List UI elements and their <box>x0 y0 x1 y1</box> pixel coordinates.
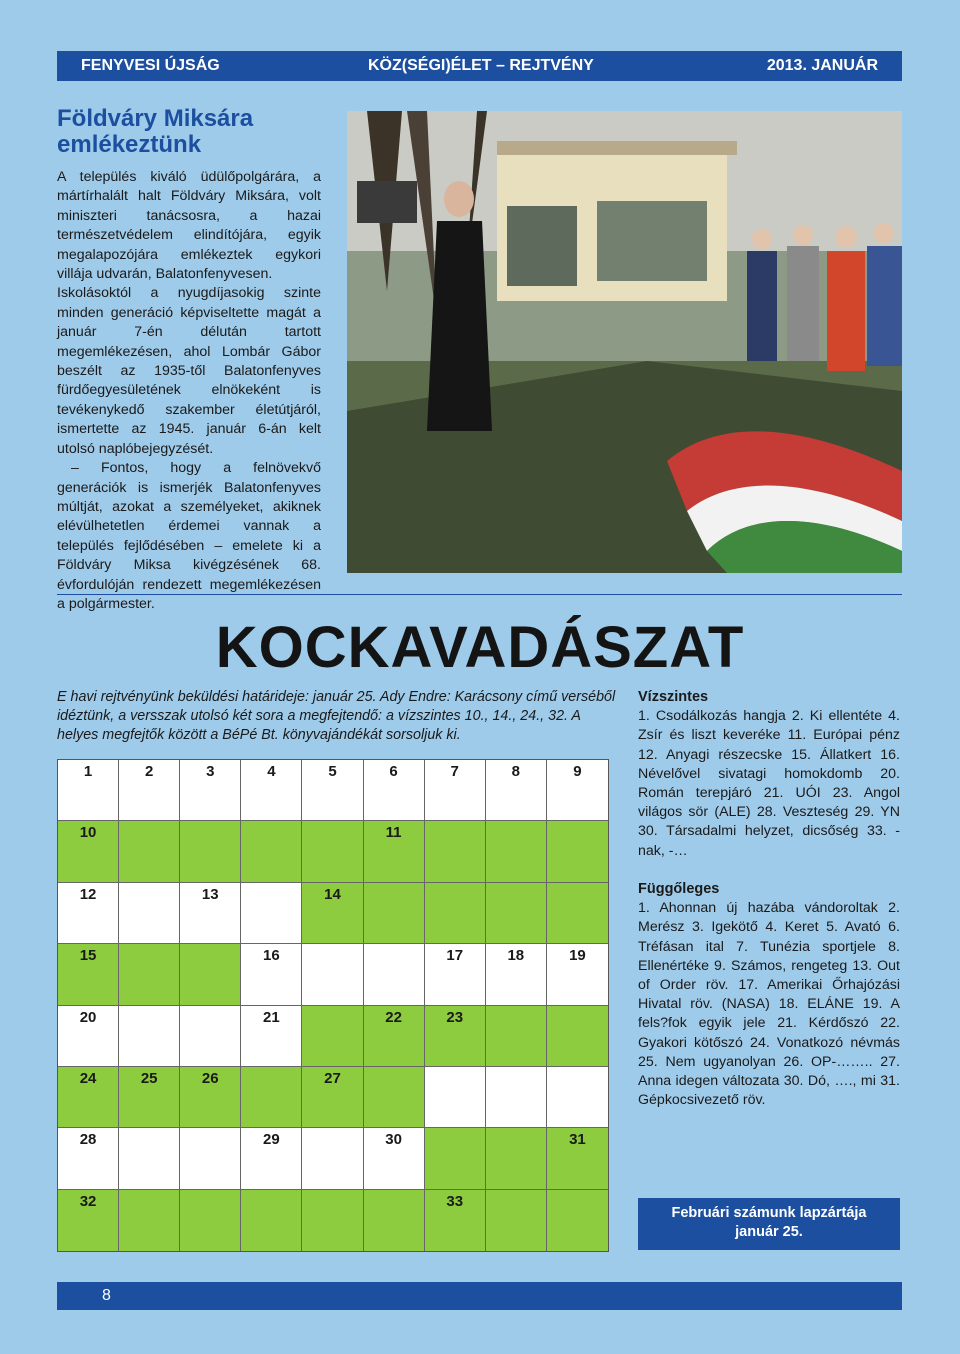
grid-cell <box>364 944 425 1005</box>
grid-cell <box>486 1128 547 1189</box>
grid-cell <box>547 1006 608 1067</box>
cell-number: 22 <box>385 1008 402 1026</box>
grid-cell <box>58 821 119 882</box>
grid-cell <box>364 1128 425 1189</box>
grid-cell <box>58 1190 119 1251</box>
grid-cell <box>486 944 547 1005</box>
grid-cell <box>547 760 608 821</box>
vertical-clues <box>638 880 900 1110</box>
grid-cell <box>241 1128 302 1189</box>
grid-cell <box>119 1128 180 1189</box>
grid-cell <box>425 1128 486 1189</box>
horizontal-clues <box>638 688 900 861</box>
grid-cell <box>58 944 119 1005</box>
vertical-clue-text: 1. Ahonnan új hazába vándoroltak 2. Merész 3. Igekötő 4. Keret 5. Avató 6. Tréfásan ital 7. Tunézia sportjele 8. Ellenértéke 9. Számos, rengeteg 13. Out of Order röv. 17. Amerikai Őrhajózási Hivatal röv. (NASA) 18. ELÁNE 19. A fels?fok egyik jele 21. Kérdőszó 22. Gyakori kötőszó 24. Vonatkozó névmás 25. Nem ugyanolyan 26. OP-…….. 27. Anna idegen változata 30. Dó, …., mi 31. Gépkocsivezető röv. <box>638 900 900 1109</box>
grid-cell <box>302 1128 363 1189</box>
grid-cell <box>302 1006 363 1067</box>
grid-cell <box>119 1067 180 1128</box>
cell-number: 7 <box>450 763 459 780</box>
cell-number: 18 <box>507 947 525 965</box>
cell-number: 28 <box>79 1131 97 1149</box>
grid-cell <box>119 883 180 944</box>
grid-cell <box>58 1128 119 1189</box>
grid-cell <box>486 883 547 944</box>
grid-cell <box>547 1190 608 1251</box>
grid-cell <box>241 821 302 882</box>
grid-cell <box>119 1190 180 1251</box>
cell-number: 33 <box>446 1192 464 1210</box>
cell-number: 31 <box>569 1131 586 1149</box>
grid-cell <box>119 1006 180 1067</box>
cell-number: 16 <box>263 947 280 965</box>
grid-cell <box>486 1067 547 1128</box>
cell-number: 10 <box>79 824 97 842</box>
header-bar <box>57 51 902 81</box>
commemoration-photo <box>347 111 902 573</box>
grid-cell <box>180 1190 241 1251</box>
grid-cell <box>241 883 302 944</box>
grid-cell <box>58 1006 119 1067</box>
cell-number: 29 <box>263 1131 280 1149</box>
grid-cell <box>486 760 547 821</box>
grid-cell <box>302 944 363 1005</box>
cell-number: 26 <box>201 1069 219 1087</box>
notice-line-1: Februári számunk lapzártája <box>671 1205 867 1221</box>
cell-number: 23 <box>446 1008 464 1026</box>
grid-cell <box>547 1128 608 1189</box>
grid-cell <box>425 944 486 1005</box>
grid-cell <box>486 1190 547 1251</box>
cell-number: 5 <box>328 763 337 780</box>
article-title: Földváry Miksára emlékeztünk <box>57 105 254 158</box>
grid-cell <box>180 944 241 1005</box>
grid-cell <box>547 821 608 882</box>
cell-number: 4 <box>267 763 276 780</box>
cell-number: 15 <box>79 947 97 965</box>
grid-cell <box>364 883 425 944</box>
grid-cell <box>180 1006 241 1067</box>
grid-cell <box>486 821 547 882</box>
grid-cell <box>425 883 486 944</box>
crossword-grid <box>57 759 609 1252</box>
grid-cell <box>425 1067 486 1128</box>
cell-number: 17 <box>446 947 464 965</box>
grid-cell <box>241 1190 302 1251</box>
grid-cell <box>547 944 608 1005</box>
grid-cell <box>180 821 241 882</box>
grid-cell <box>364 1190 425 1251</box>
cell-number: 27 <box>324 1069 341 1087</box>
issue-date: 2013. JANUÁR <box>766 57 878 74</box>
article-body <box>57 168 321 614</box>
grid-cell <box>302 1190 363 1251</box>
cell-number: 6 <box>389 763 398 780</box>
article-photo <box>347 111 902 573</box>
grid-cell <box>119 821 180 882</box>
grid-cell <box>425 1006 486 1067</box>
grid-cell <box>119 760 180 821</box>
grid-cell <box>241 1006 302 1067</box>
cell-number: 1 <box>83 763 93 780</box>
notice-line-2: január 25. <box>735 1224 803 1240</box>
cell-number: 2 <box>144 763 154 780</box>
horizontal-clue-text: 1. Csodálkozás hangja 2. Ki ellentéte 4. Zsír és liszt keveréke 11. Európai pénz 12. Anyagi részecske 15. Állatkert 16. Névelővel sivatagi homokdomb 20. Román terepjáró 21. UÓI 23. Angol világos sör (ALE) 28. Veszteség 29. YN 30. Társadalmi helyzet, dicsőség 33. -nak, -… <box>638 708 900 859</box>
cell-number: 21 <box>263 1008 280 1026</box>
cell-number: 11 <box>385 824 402 842</box>
cell-number: 9 <box>573 763 582 780</box>
puzzle-title: KOCKAVADÁSZAT <box>215 615 745 680</box>
grid-cell <box>364 821 425 882</box>
cell-number: 8 <box>511 763 520 780</box>
grid-cell <box>425 1190 486 1251</box>
grid-cell <box>547 1067 608 1128</box>
grid-cell <box>486 1006 547 1067</box>
cell-number: 13 <box>201 885 219 903</box>
page-number: 8 <box>102 1287 111 1304</box>
grid-cell <box>58 760 119 821</box>
grid-cell <box>364 1006 425 1067</box>
cell-number: 24 <box>79 1069 97 1087</box>
horizontal-heading: Vízszintes <box>638 689 709 705</box>
cell-number: 14 <box>324 885 341 903</box>
grid-cell <box>180 883 241 944</box>
vertical-heading: Függőleges <box>638 881 720 897</box>
grid-cell <box>180 760 241 821</box>
grid-cell <box>302 821 363 882</box>
grid-cell <box>364 760 425 821</box>
cell-number: 32 <box>79 1192 97 1210</box>
grid-cell <box>425 760 486 821</box>
grid-cell <box>119 944 180 1005</box>
section-divider <box>57 594 902 595</box>
cell-number: 19 <box>569 947 586 965</box>
grid-cell <box>302 760 363 821</box>
grid-cell <box>241 760 302 821</box>
cell-number: 12 <box>79 885 97 903</box>
grid-cell <box>58 883 119 944</box>
grid-cell <box>547 883 608 944</box>
deadline-notice <box>638 1198 900 1250</box>
section-name: KÖZ(SÉGI)ÉLET – REJTVÉNY <box>368 57 594 74</box>
cell-number: 20 <box>79 1008 97 1026</box>
puzzle-intro: E havi rejtvényünk beküldési határideje: január 25. Ady Endre: Karácsony című verséből idéztünk, a versszak utolsó két sora a megfejtendő: a vízszintes 10., 14., 24., 32. A helyes megfejtők között a BéPé Bt. könyvajándékát sorsoljuk ki. <box>57 689 616 743</box>
grid-cell <box>58 1067 119 1128</box>
footer-bar <box>57 1282 902 1310</box>
grid-cell <box>241 944 302 1005</box>
article-paragraph: Iskolásoktól a nyugdíjasokig szinte minden generáció képviseltette magát a január 7-én délután tartott megemlékezésen, ahol Lombár Gábor beszélt az 1935-től Balatonfenyves fürdőegyesületének elnökeként is tevékenykedő szakember életútjáról, ismertette az 1945. január 6-án kelt utolsó naplóbejegyzését. <box>57 285 321 457</box>
publication-name: FENYVESI ÚJSÁG <box>81 57 220 74</box>
grid-cell <box>302 1067 363 1128</box>
grid-cell <box>180 1128 241 1189</box>
grid-cell <box>364 1067 425 1128</box>
grid-cell <box>180 1067 241 1128</box>
grid-cell <box>302 883 363 944</box>
grid-cell <box>425 821 486 882</box>
cell-number: 3 <box>206 763 215 780</box>
cell-number: 25 <box>140 1069 158 1087</box>
cell-number: 30 <box>385 1131 402 1149</box>
article-paragraph: A település kiváló üdülőpolgárára, a mártírhalált halt Földváry Miksára, volt miniszteri tanácsosra, a hazai természetvédelem elindítójára, egyik megalapozójára emlékeztek egykori villája udvarán, Balatonfenyvesen. <box>57 169 321 283</box>
grid-cell <box>241 1067 302 1128</box>
article-paragraph: – Fontos, hogy a felnövekvő generációk is ismerjék Balatonfenyves múltját, azokat a személyeket, akiknek elévülhetetlen érdemei vannak a település fejlődésében – emelete ki a Földváry Miksa kivégzésének 68. évfordulóján rendezett megemlékezésen a polgármester. <box>57 460 321 612</box>
